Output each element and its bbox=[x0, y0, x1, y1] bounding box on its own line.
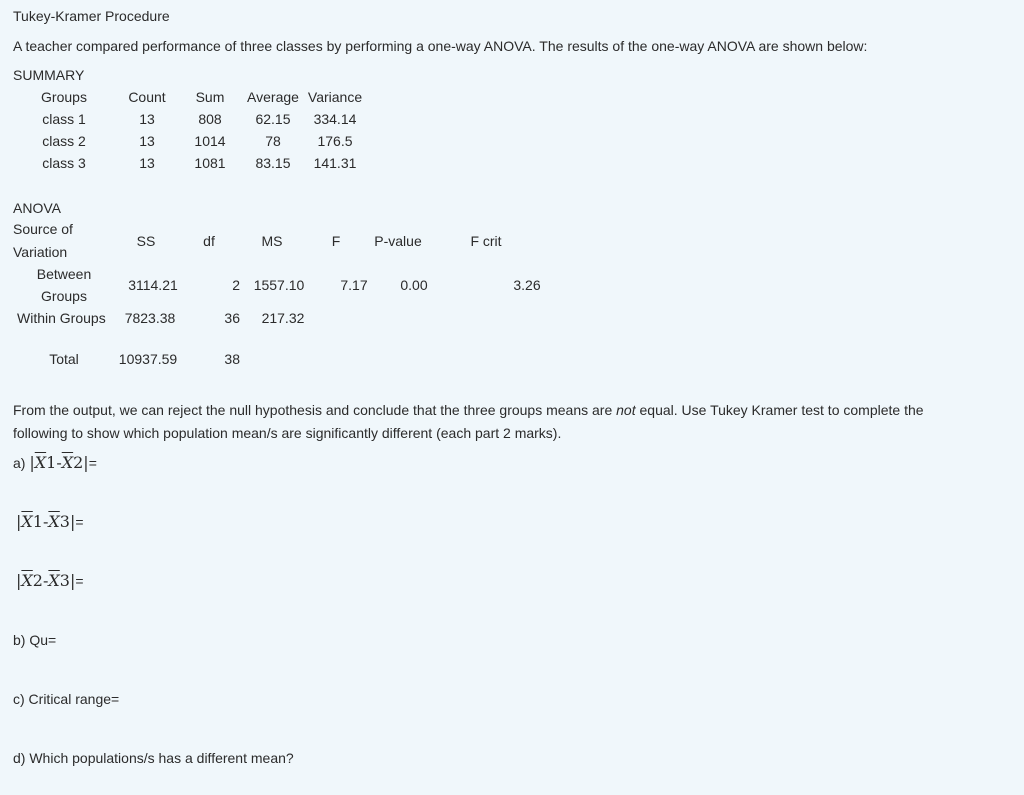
anova-header-pvalue: P-value bbox=[374, 233, 422, 249]
anova-header-fcrit: F crit bbox=[470, 233, 502, 249]
conclusion-paragraph bbox=[13, 401, 924, 419]
conclusion-text-cont: equal. Use Tukey Kramer test to complete the bbox=[635, 402, 924, 418]
summary-cell: 62.15 bbox=[255, 111, 291, 127]
summary-cell: class 2 bbox=[42, 133, 86, 149]
anova-header-source-line2: Variation bbox=[13, 244, 68, 260]
summary-cell: 1014 bbox=[194, 133, 226, 149]
anova-header-source: Source of bbox=[13, 221, 73, 237]
anova-header-ss: SS bbox=[136, 233, 156, 249]
formula-diff-1-3: $|\overline{X}1-\overline{X}3|=$ bbox=[16, 512, 84, 531]
anova-header-ms: MS bbox=[261, 233, 283, 249]
formula-diff-2-3: $|\overline{X}2-\overline{X}3|=$ bbox=[16, 571, 84, 590]
anova-header-f: F bbox=[331, 233, 341, 249]
summary-cell: 176.5 bbox=[317, 133, 353, 149]
summary-cell: 13 bbox=[139, 155, 155, 171]
anova-cell: 7823.38 bbox=[124, 310, 176, 326]
summary-header-variance: Variance bbox=[307, 89, 363, 105]
anova-cell: 36 bbox=[224, 310, 240, 326]
summary-cell: 334.14 bbox=[313, 111, 357, 127]
anova-header-df: df bbox=[203, 233, 215, 249]
summary-cell: 83.15 bbox=[255, 155, 291, 171]
anova-total-label: Total bbox=[49, 351, 79, 367]
summary-header-average: Average bbox=[247, 89, 299, 105]
summary-cell: class 3 bbox=[42, 155, 86, 171]
summary-cell: class 1 bbox=[42, 111, 86, 127]
summary-heading: SUMMARY bbox=[13, 67, 85, 83]
summary-cell: 808 bbox=[198, 111, 222, 127]
anova-cell: 217.32 bbox=[261, 310, 305, 326]
anova-within-label: Within Groups bbox=[17, 310, 106, 326]
anova-between-label: Between bbox=[36, 266, 92, 282]
anova-cell: 0.00 bbox=[400, 277, 428, 293]
emphasis-not: not bbox=[616, 402, 636, 418]
question-c: c) Critical range= bbox=[13, 691, 120, 707]
conclusion-paragraph-line2: following to show which population mean/s are significantly different (each part 2 marks). bbox=[13, 425, 562, 441]
anova-cell: 10937.59 bbox=[118, 351, 178, 367]
summary-cell: 13 bbox=[139, 133, 155, 149]
anova-cell: 2 bbox=[232, 277, 240, 293]
anova-cell: 7.17 bbox=[340, 277, 368, 293]
anova-cell: 1557.10 bbox=[253, 277, 305, 293]
question-b: b) Qu= bbox=[13, 632, 57, 648]
summary-header-groups: Groups bbox=[41, 89, 87, 105]
question-a: a) $|\overline{X}1-\overline{X}2|=$ bbox=[13, 453, 97, 472]
question-d: d) Which populations/s has a different mean? bbox=[13, 750, 294, 766]
anova-cell: 3.26 bbox=[513, 277, 541, 293]
page-title: Tukey-Kramer Procedure bbox=[13, 8, 170, 24]
summary-cell: 78 bbox=[265, 133, 281, 149]
summary-cell: 141.31 bbox=[313, 155, 357, 171]
anova-cell: 3114.21 bbox=[128, 277, 178, 293]
question-a-label: a) bbox=[13, 455, 26, 471]
summary-cell: 1081 bbox=[194, 155, 226, 171]
formula-diff-1-2: $|\overline{X}1-\overline{X}2|$ bbox=[29, 453, 89, 472]
summary-header-count: Count bbox=[128, 89, 166, 105]
intro-text: A teacher compared performance of three classes by performing a one-way ANOVA. The results of the one-way ANOVA are shown below: bbox=[13, 38, 868, 54]
summary-cell: 13 bbox=[139, 111, 155, 127]
anova-cell: 38 bbox=[224, 351, 240, 367]
anova-heading: ANOVA bbox=[13, 200, 61, 216]
summary-header-sum: Sum bbox=[195, 89, 225, 105]
conclusion-text: From the output, we can reject the null hypothesis and conclude that the three groups means are bbox=[13, 402, 617, 418]
anova-between-label-line2: Groups bbox=[41, 288, 87, 304]
